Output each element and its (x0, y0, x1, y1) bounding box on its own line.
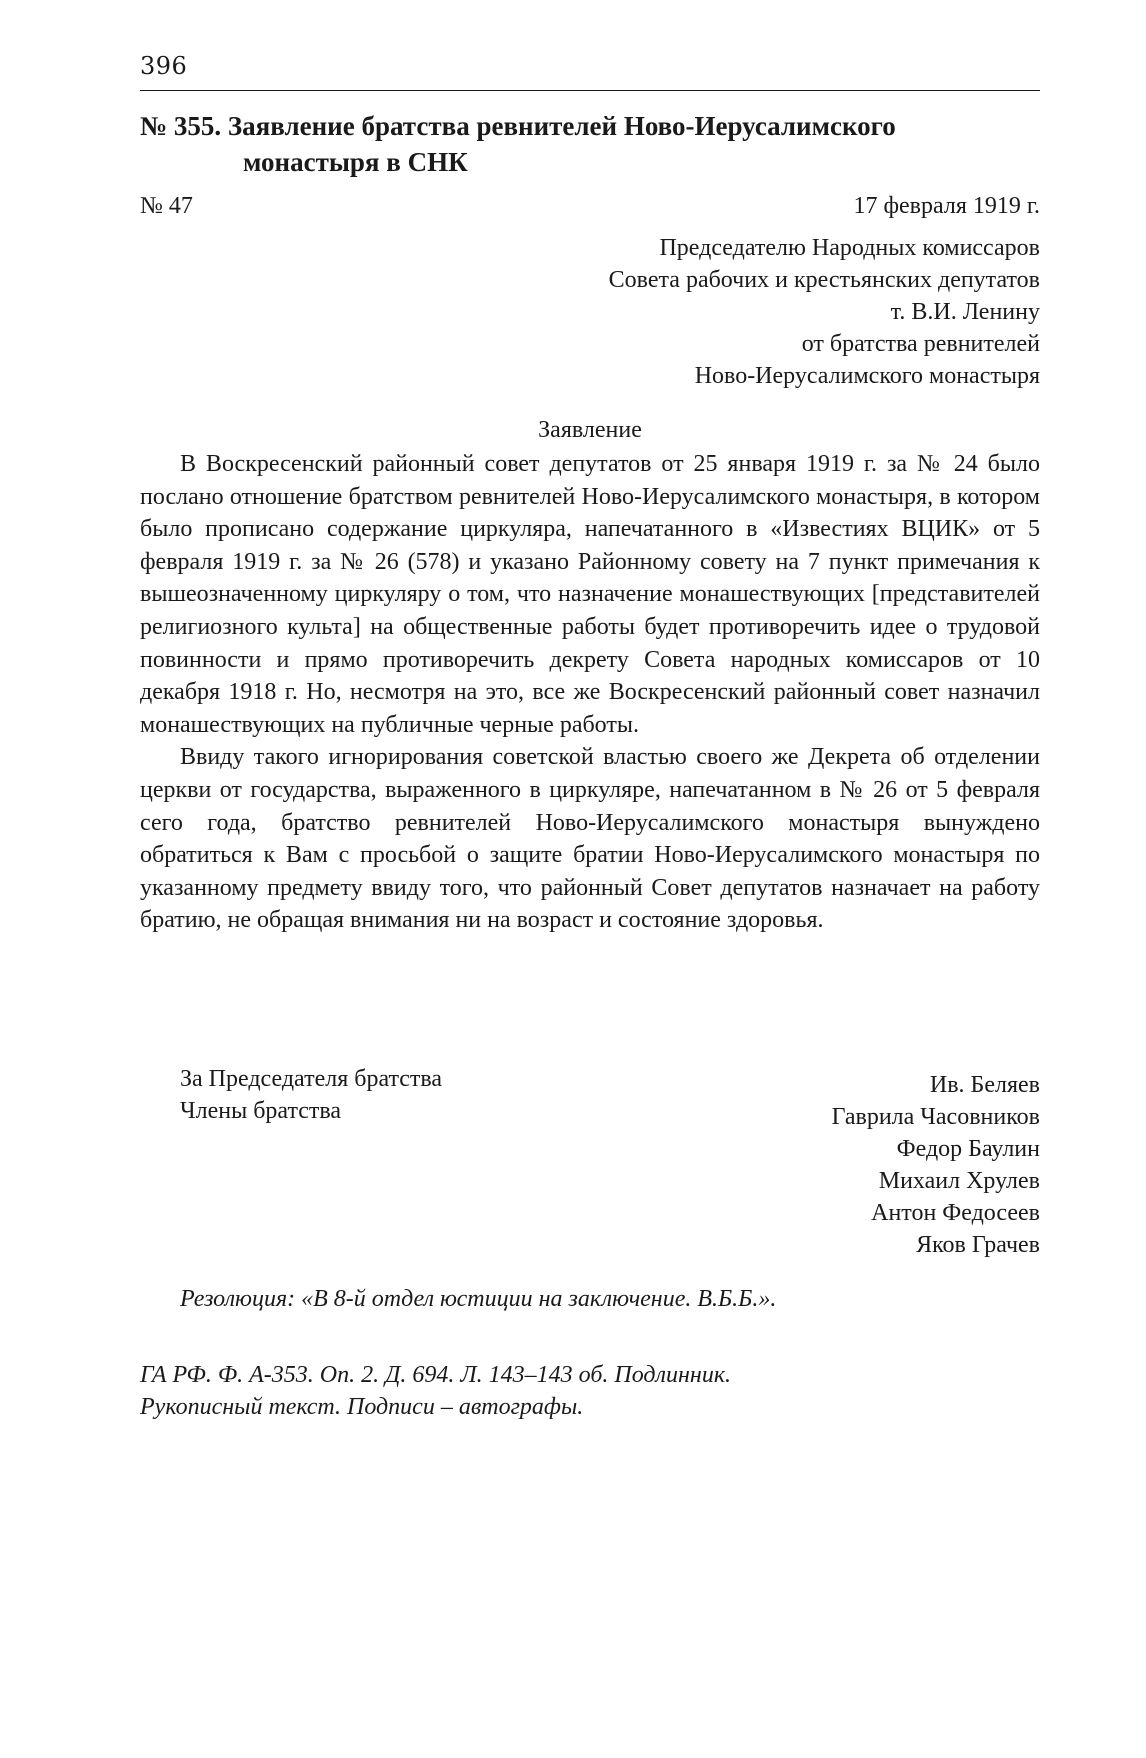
document-page (140, 0, 1040, 1758)
addressee-block (140, 232, 1040, 392)
title-line-2: монастыря в СНК (243, 147, 468, 177)
addressee-line: Ново-Иерусалимского монастыря (694, 363, 1040, 389)
signature-names (832, 1069, 1040, 1261)
title-number: № 355. (140, 111, 222, 141)
source-line: ГА РФ. Ф. А-353. Оп. 2. Д. 694. Л. 143–143 об. Подлинник. (140, 1362, 732, 1388)
addressee-line: от братства ревнителей (801, 331, 1040, 357)
signatory-name: Ив. Беляев (929, 1072, 1040, 1098)
addressee-line: т. В.И. Ленину (890, 299, 1040, 325)
archival-source (140, 1359, 731, 1423)
document-meta (140, 190, 1040, 222)
signature-role: За Председателя братства (180, 1066, 443, 1092)
body-paragraph: Ввиду такого игнорирования советской властью своего же Декрета об отделении церкви от государства, выраженного в циркуляре, напечатанном в № 26 от 5 февраля сего года, братство ревнителей Ново-Иерусалимского монастыря вынуждено обратиться к Вам с просьбой о защите братии Ново-Иерусалимского монастыря по указанному предмету ввиду того, что районный Совет депутатов назначает на работу братию, не обращая внимания ни на возраст и состояние здоровья. (140, 744, 1040, 934)
resolution-note: Резолюция: «В 8-й отдел юстиции на заключение. В.Б.Б.». (180, 1286, 777, 1312)
document-date: 17 февраля 1919 г. (853, 193, 1040, 219)
signature-role: Члены братства (180, 1098, 342, 1124)
statement-heading: Заявление (538, 417, 642, 443)
signatory-name: Антон Федосеев (871, 1200, 1040, 1226)
page-number: 396 (140, 52, 188, 80)
title-line-1: Заявление братства ревнителей Ново-Иерусалимского (227, 111, 896, 141)
signature-roles (180, 1063, 442, 1127)
addressee-line: Совета рабочих и крестьянских депутатов (608, 267, 1040, 293)
addressee-line: Председателю Народных комиссаров (659, 235, 1040, 261)
statement-body (140, 448, 1040, 937)
header-divider (140, 90, 1040, 91)
source-line: Рукописный текст. Подписи – автографы. (140, 1394, 584, 1420)
signatory-name: Яков Грачев (916, 1232, 1040, 1258)
document-number: № 47 (140, 193, 193, 219)
body-paragraph: В Воскресенский районный совет депутатов от 25 января 1919 г. за № 24 было послано отношение братством ревнителей Ново-Иерусалимского монастыря, в котором было прописано содержание циркуляра, напечатанного в «Известиях ВЦИК» от 5 февраля 1919 г. за № 26 (578) и указано Районному совету на 7 пункт примечания к вышеозначенному циркуляру о том, что назначение монашествующих [представителей религиозного культа] на общественные работы будет противоречить идее о трудовой повинности и прямо противоречить декрету Совета народных комиссаров от 10 декабря 1918 г. Но, несмотря на это, все же Воскресенский районный совет назначил монашествующих на публичные черные работы. (140, 451, 1040, 738)
signatory-name: Гаврила Часовников (831, 1104, 1040, 1130)
document-title (140, 108, 1040, 180)
signatory-name: Федор Баулин (896, 1136, 1040, 1162)
signatory-name: Михаил Хрулев (878, 1168, 1040, 1194)
